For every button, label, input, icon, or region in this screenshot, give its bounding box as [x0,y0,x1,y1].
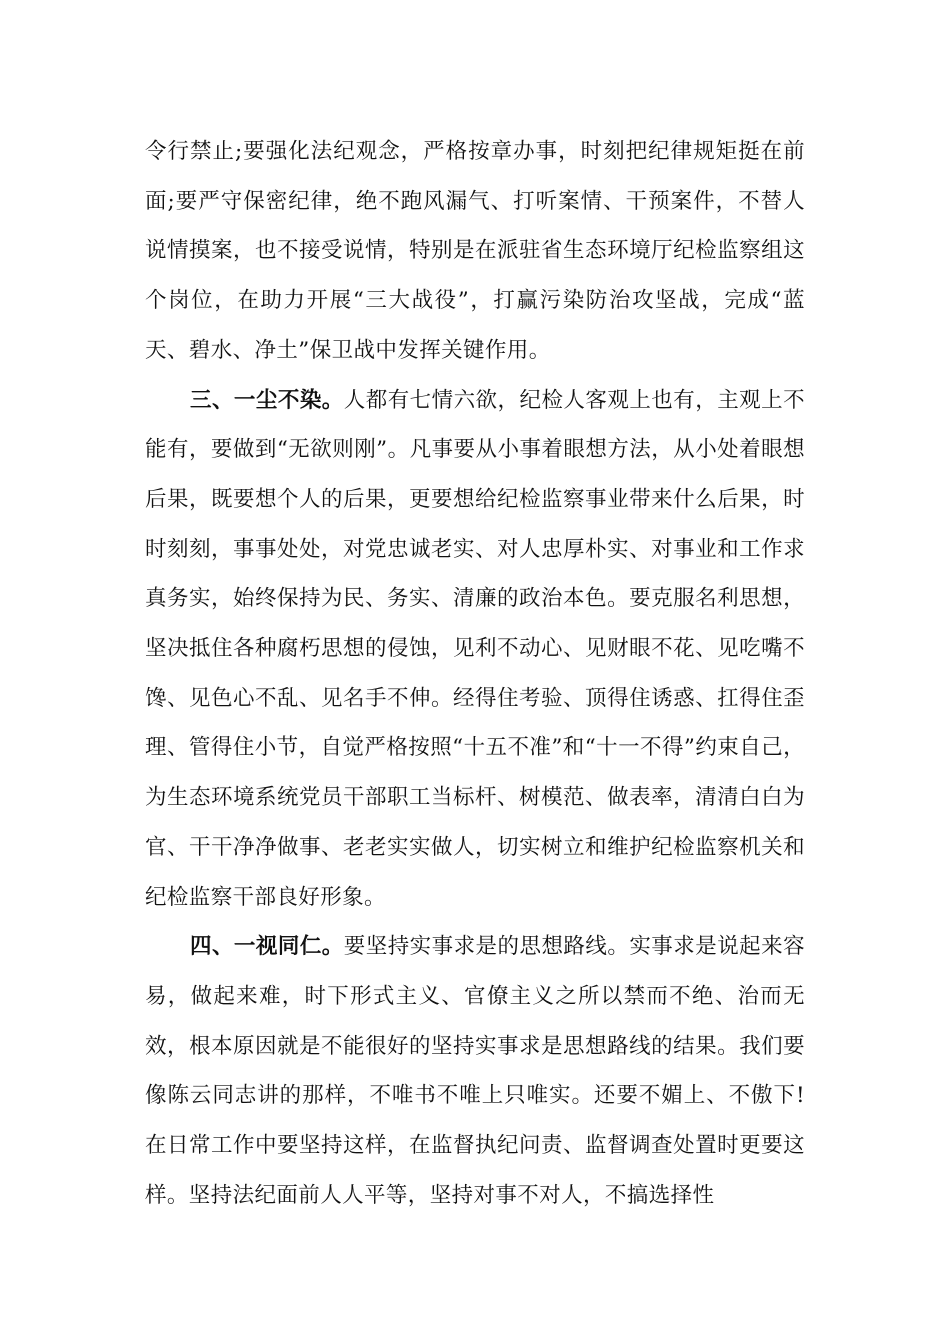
section-heading: 四、一视同仁。 [190,934,344,960]
document-body [145,127,805,1220]
paragraph-text: 令行禁止;要强化法纪观念，严格按章办事，时刻把纪律规矩挺在前面;要严守保密纪律，绝不跑风漏气、打听案情、干预案件，不替人说情摸案，也不接受说情，特别是在派驻省生态环境厅纪检监察组这个岗位，在助力开展“三大战役”，打赢污染防治攻坚战，完成“蓝天、碧水、净土”保卫战中发挥关键作用。 [145,139,805,363]
section-heading: 三、一尘不染。 [190,387,344,413]
paragraph-text: 人都有七情六欲，纪检人客观上也有，主观上不能有，要做到“无欲则刚”。凡事要从小事着眼想方法，从小处着眼想后果，既要想个人的后果，更要想给纪检监察事业带来什么后果，时时刻刻，事事处处，对党忠诚老实、对人忠厚朴实、对事业和工作求真务实，始终保持为民、务实、清廉的政治本色。要克服名利思想，坚决抵住各种腐朽思想的侵蚀，见利不动心、见财眼不花、见吃嘴不馋、见色心不乱、见名手不伸。经得住考验、顶得住诱惑、扛得住歪理、管得住小节，自觉严格按照“十五不准”和“十一不得”约束自己，为生态环境系统党员干部职工当标杆、树模范、做表率，清清白白为官、干干净净做事、老老实实做人，切实树立和维护纪检监察机关和纪检监察干部良好形象。 [145,387,805,910]
paragraph-section-three [145,376,805,923]
paragraph-continuation [145,127,805,376]
paragraph-text: 要坚持实事求是的思想路线。实事求是说起来容易，做起来难，时下形式主义、官僚主义之所以禁而不绝、治而无效，根本原因就是不能很好的坚持实事求是思想路线的结果。我们要像陈云同志讲的那样，不唯书不唯上只唯实。还要不媚上、不傲下!在日常工作中要坚持这样，在监督执纪问责、监督调查处置时更要这样。坚持法纪面前人人平等，坚持对事不对人，不搞选择性 [145,934,805,1208]
paragraph-section-four [145,922,805,1220]
